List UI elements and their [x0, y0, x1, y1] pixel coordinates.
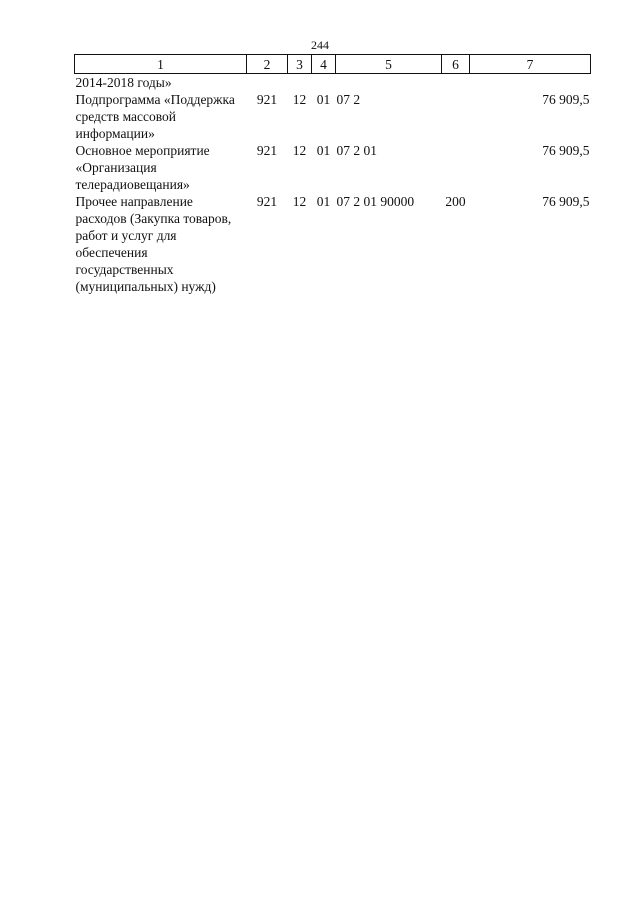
column-header-2: 2 — [247, 55, 288, 74]
table-row — [75, 142, 591, 193]
continuation-row — [75, 74, 591, 92]
table-row — [75, 193, 591, 295]
row-target-article: 07 2 01 90000 — [336, 194, 415, 209]
table-row — [75, 91, 591, 142]
row-amount: 76 909,5 — [542, 194, 590, 209]
row-amount: 76 909,5 — [542, 143, 590, 158]
table-header — [75, 55, 591, 74]
column-header-4: 4 — [312, 55, 336, 74]
row-name: Подпрограмма «Поддержка средств массовой информации» — [75, 92, 235, 141]
row-target-article: 07 2 — [336, 92, 361, 107]
row-name: Основное мероприятие «Организация телерадиовещания» — [75, 143, 210, 192]
row-expense-type — [442, 91, 470, 142]
row-expense-type: 200 — [445, 194, 466, 209]
row-expense-type — [442, 142, 470, 193]
row-target-article: 07 2 01 — [336, 143, 377, 158]
column-header-3: 3 — [288, 55, 312, 74]
row-ministry: 921 — [256, 92, 278, 107]
row-ministry: 921 — [256, 143, 278, 158]
table-body — [75, 74, 591, 296]
column-header-1: 1 — [75, 55, 247, 74]
row-name: Прочее направление расходов (Закупка товаров, работ и услуг для обеспечения государственных (муниципальных) нужд) — [75, 194, 232, 294]
page-number: 244 — [311, 38, 329, 52]
column-header-5: 5 — [336, 55, 442, 74]
row-subsection: 01 — [316, 194, 331, 209]
continuation-text: 2014-2018 годы» — [75, 75, 172, 90]
row-section: 12 — [292, 143, 307, 158]
row-subsection: 01 — [316, 92, 331, 107]
column-header-7: 7 — [470, 55, 591, 74]
row-section: 12 — [292, 194, 307, 209]
row-subsection: 01 — [316, 143, 331, 158]
row-amount: 76 909,5 — [542, 92, 590, 107]
row-ministry: 921 — [256, 194, 278, 209]
budget-table — [74, 54, 591, 295]
row-section: 12 — [292, 92, 307, 107]
column-header-6: 6 — [442, 55, 470, 74]
header-row — [75, 55, 591, 74]
